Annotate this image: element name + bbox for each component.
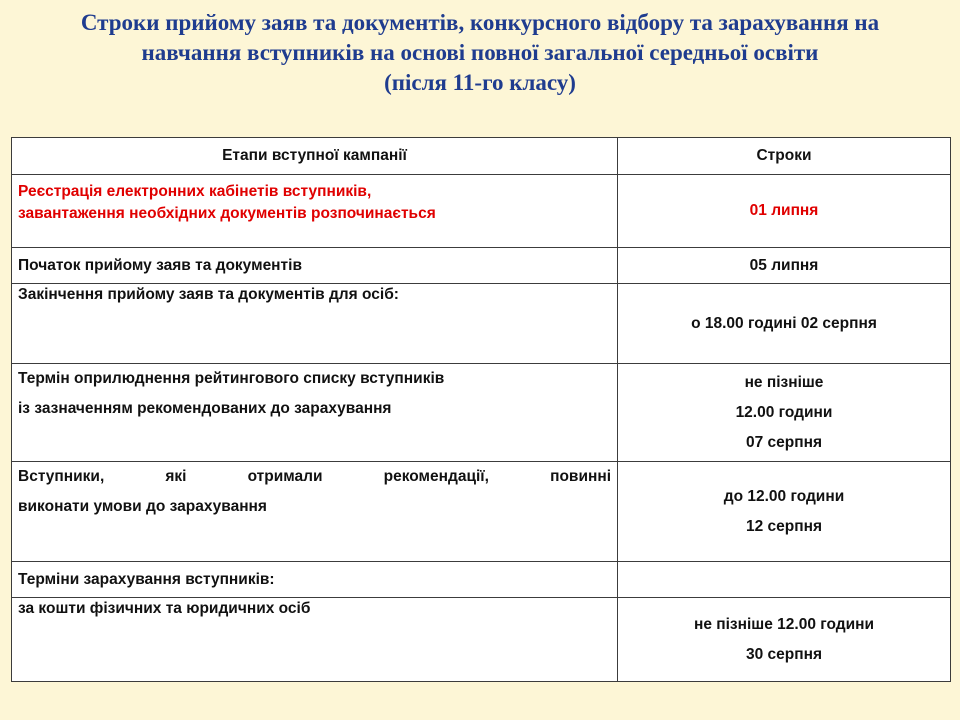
stage-line: виконати умови до зарахування: [18, 498, 267, 515]
date-line: 01 липня: [749, 202, 819, 219]
table-row: [12, 175, 951, 248]
stage-line: Вступники, які отримали рекомендації, повинні: [18, 468, 611, 485]
stage-cell: [12, 462, 618, 562]
header-deadlines: Строки: [618, 138, 951, 175]
stage-line: завантаження необхідних документів розпочинається: [18, 205, 436, 222]
date-line: 05 липня: [749, 256, 819, 274]
stage-cell: [12, 598, 618, 682]
date-cell: [618, 562, 951, 598]
stage-line: Реєстрація електронних кабінетів вступників,: [18, 183, 372, 200]
stage-cell: [12, 175, 618, 248]
title-line-3: (після 11-го класу): [384, 70, 576, 95]
title-line-2: навчання вступників на основі повної загальної середньої освіти: [141, 40, 819, 65]
stage-line: Терміни зарахування вступників:: [18, 570, 275, 588]
title-line-1: Строки прийому заяв та документів, конкурсного відбору та зарахування на: [80, 10, 880, 35]
stage-line: із зазначенням рекомендованих до зарахування: [18, 400, 392, 417]
date-cell: [618, 462, 951, 562]
table-row: [12, 598, 951, 682]
table-header-row: [12, 138, 951, 175]
date-line: не пізніше 12.00 години: [693, 615, 875, 633]
stage-cell: [12, 562, 618, 598]
date-cell: [618, 175, 951, 248]
stage-line: Початок прийому заяв та документів: [18, 256, 302, 274]
table-row: [12, 462, 951, 562]
date-cell: [618, 248, 951, 284]
date-cell: [618, 598, 951, 682]
date-line: 12.00 години: [735, 403, 833, 421]
stage-line: за кошти фізичних та юридичних осіб: [18, 600, 311, 617]
stage-cell: [12, 284, 618, 364]
date-line: до 12.00 години: [723, 487, 845, 505]
table-row: [12, 562, 951, 598]
page-title: [0, 8, 960, 98]
stage-cell: [12, 364, 618, 462]
table-row: [12, 364, 951, 462]
date-line: не пізніше: [744, 373, 824, 391]
date-line: 07 серпня: [745, 433, 823, 451]
date-line: о 18.00 годині 02 серпня: [691, 314, 877, 332]
date-cell: [618, 364, 951, 462]
date-line: 30 серпня: [745, 645, 823, 663]
stage-line: Термін оприлюднення рейтингового списку вступників: [18, 370, 445, 387]
table-row: [12, 284, 951, 364]
date-line: 12 серпня: [745, 517, 823, 535]
table-row: [12, 248, 951, 284]
stage-cell: [12, 248, 618, 284]
admission-schedule-table: [11, 137, 951, 682]
header-stages: Етапи вступної кампанії: [12, 138, 618, 175]
stage-line: Закінчення прийому заяв та документів для осіб:: [18, 286, 399, 303]
date-cell: [618, 284, 951, 364]
